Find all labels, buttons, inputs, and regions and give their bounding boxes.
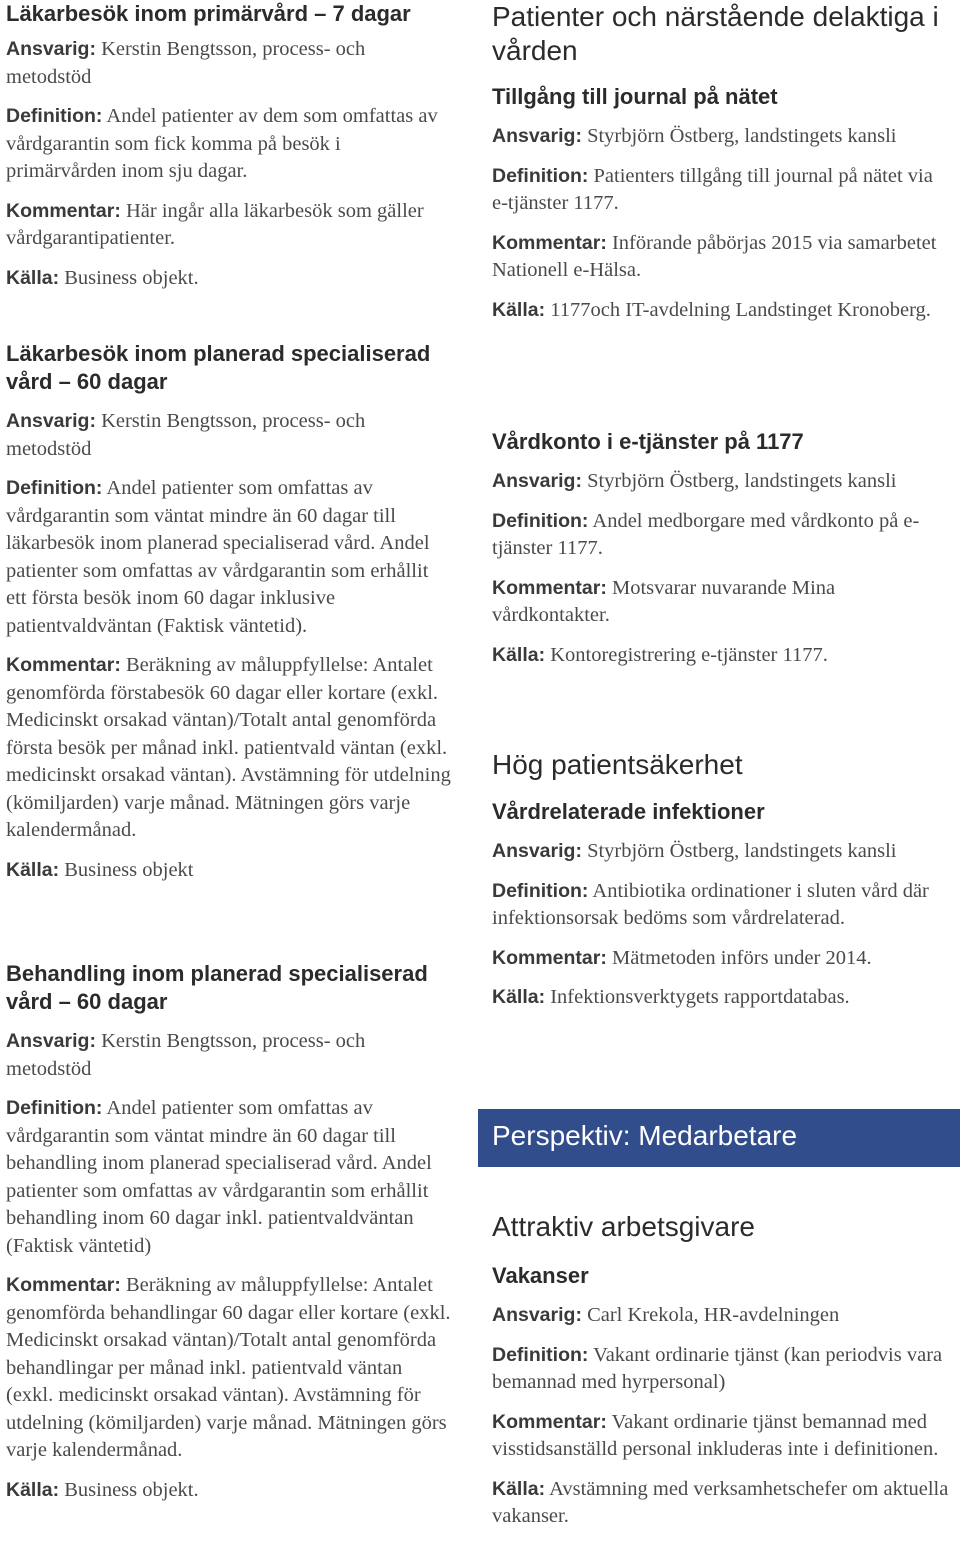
- field-label: Källa:: [6, 266, 60, 289]
- field-value: Avstämning med verksamhetschefer om aktuella vakanser.: [492, 1477, 949, 1527]
- field-ansvarig: [492, 468, 952, 496]
- field-value: Styrbjörn Östberg, landstingets kansli: [587, 125, 897, 147]
- field-label: Källa:: [492, 643, 546, 666]
- field-kalla: [492, 984, 952, 1012]
- field-label: Ansvarig:: [492, 125, 582, 147]
- field-value: Andel patienter som omfattas av vårdgarantin som väntat mindre än 60 dagar till läkarbesök inom planerad specialiserad vård. Andel patienter som omfattas av vårdgarantin som erhållit ett första besök inom 60 dagar inklusive patientvaldväntan (Faktisk väntetid).: [6, 477, 430, 637]
- field-kommentar: [492, 230, 952, 285]
- field-ansvarig: [6, 408, 452, 463]
- field-value: Business objekt.: [64, 1478, 199, 1501]
- section-title: Läkarbesök inom primärvård – 7 dagar: [6, 1, 411, 26]
- field-value: Kerstin Bengtsson, process- och metodstöd: [6, 410, 366, 460]
- section-title: Behandling inom planerad specialiserad vård – 60 dagar: [6, 961, 428, 1014]
- field-label: Kommentar:: [6, 199, 121, 222]
- field-label: Definition:: [6, 477, 103, 499]
- field-definition: [492, 1342, 952, 1397]
- field-kalla: [492, 297, 952, 325]
- section-title: Tillgång till journal på nätet: [492, 84, 778, 109]
- section-title: Vakanser: [492, 1263, 589, 1288]
- field-kalla: [6, 1477, 452, 1505]
- section-title: Vårdkonto i e-tjänster på 1177: [492, 429, 804, 454]
- field-ansvarig: [6, 1028, 452, 1083]
- field-definition: [6, 103, 452, 186]
- field-kommentar: [6, 652, 452, 845]
- field-label: Kommentar:: [6, 1274, 121, 1296]
- field-definition: [6, 475, 452, 640]
- field-label: Kommentar:: [492, 231, 607, 254]
- field-definition: [492, 878, 952, 933]
- field-value: Mätmetoden införs under 2014.: [611, 946, 872, 969]
- field-label: Ansvarig:: [6, 410, 96, 432]
- field-value: Beräkning av måluppfyllelse: Antalet genomförda förstabesök 60 dagar eller kortare (exkl. Medicinskt orsakad väntan)/Totalt antal genomförda första besök per månad inkl. patientvald väntan (exkl. medicinskt orsakad väntan). Avstämning för utdelning (kömiljarden) varje månad. Mätningen görs varje kalendermånad.: [6, 654, 451, 841]
- field-label: Kommentar:: [6, 654, 121, 676]
- field-kommentar: [6, 1272, 452, 1465]
- field-kalla: [6, 857, 452, 885]
- field-value: 1177och IT-avdelning Landstinget Kronoberg.: [550, 298, 931, 321]
- field-definition: [492, 163, 952, 218]
- field-value: Beräkning av måluppfyllelse: Antalet genomförda behandlingar 60 dagar eller kortare (exkl. Medicinskt orsakad väntan)/Totalt antal genomförda behandlingar per månad inkl. patientvald väntan (exkl. medicinskt orsakad väntan). Avstämning för utdelning (kömiljarden) varje månad. Mätningen görs varje kalendermånad.: [6, 1274, 451, 1461]
- section-vakanser: [492, 1262, 952, 1531]
- field-value: Införande påbörjas 2015 via samarbetet Nationell e-Hälsa.: [492, 231, 937, 281]
- field-value: Antibiotika ordinationer i sluten vård där infektionsorsak bedöms som vårdrelaterad.: [492, 879, 929, 929]
- field-value: Här ingår alla läkarbesök som gäller vårdgarantipatienter.: [6, 199, 424, 249]
- heading-patienter-delaktiga: [492, 0, 952, 68]
- heading: Attraktiv arbetsgivare: [492, 1211, 755, 1242]
- field-kommentar: [6, 198, 452, 253]
- field-label: Kommentar:: [492, 576, 607, 599]
- field-kommentar: [492, 1409, 952, 1464]
- field-label: Definition:: [492, 509, 589, 532]
- field-value: Vakant ordinarie tjänst (kan periodvis vara bemannad med hyrpersonal): [492, 1343, 943, 1393]
- field-ansvarig: [492, 1302, 952, 1330]
- field-definition: [492, 508, 952, 563]
- heading-hog-patientsakerhet: [492, 748, 952, 782]
- field-label: Ansvarig:: [6, 38, 96, 60]
- field-label: Källa:: [6, 1478, 60, 1501]
- section-primarvard-7-dagar: [6, 0, 452, 292]
- field-value: Business objekt.: [64, 266, 199, 289]
- section-journal-pa-natet: [492, 83, 952, 324]
- section-behandling-specialiserad-60-dagar: [6, 960, 452, 1504]
- field-value: Styrbjörn Östberg, landstingets kansli: [587, 840, 897, 862]
- heading-attraktiv-arbetsgivare: [492, 1210, 952, 1244]
- heading: Patienter och närstående delaktiga i vården: [492, 1, 939, 66]
- field-value: Andel medborgare med vårdkonto på e-tjänster 1177.: [492, 509, 920, 559]
- section-title: Läkarbesök inom planerad specialiserad vård – 60 dagar: [6, 341, 431, 394]
- field-label: Källa:: [492, 1477, 546, 1500]
- field-label: Ansvarig:: [492, 1304, 582, 1326]
- section-title: Vårdrelaterade infektioner: [492, 799, 765, 824]
- field-value: Business objekt: [64, 858, 194, 881]
- field-label: Kommentar:: [492, 1410, 607, 1433]
- field-label: Ansvarig:: [492, 470, 582, 492]
- field-label: Ansvarig:: [6, 1030, 96, 1052]
- field-value: Andel patienter av dem som omfattas av vårdgarantin som fick komma på besök i primärvården inom sju dagar.: [6, 105, 438, 182]
- field-kommentar: [492, 945, 952, 973]
- field-ansvarig: [492, 838, 952, 866]
- field-ansvarig: [492, 123, 952, 151]
- field-kalla: [492, 1476, 952, 1531]
- field-value: Patienters tillgång till journal på nätet via e-tjänster 1177.: [492, 164, 933, 214]
- field-label: Definition:: [6, 105, 103, 127]
- field-kommentar: [492, 575, 952, 630]
- field-label: Källa:: [492, 298, 546, 321]
- field-value: Andel patienter som omfattas av vårdgarantin som väntat mindre än 60 dagar till behandling inom planerad specialiserad vård. Andel patienter som omfattas av vårdgarantin som erhållit behandling inom 60 dagar inkl. patientvaldväntan (Faktisk väntetid): [6, 1097, 432, 1257]
- field-label: Kommentar:: [492, 946, 607, 969]
- field-value: Carl Krekola, HR-avdelningen: [587, 1304, 840, 1326]
- heading: Hög patientsäkerhet: [492, 749, 743, 780]
- banner-title: Perspektiv: Medarbetare: [492, 1120, 798, 1151]
- field-label: Definition:: [492, 879, 589, 902]
- field-kalla: [6, 265, 452, 293]
- section-vardrelaterade-infektioner: [492, 798, 952, 1012]
- field-value: Kontoregistrering e-tjänster 1177.: [550, 643, 828, 666]
- field-definition: [6, 1095, 452, 1260]
- field-value: Motsvarar nuvarande Mina vårdkontakter.: [492, 576, 836, 626]
- field-label: Definition:: [492, 1343, 589, 1366]
- section-lakarbesok-specialiserad-60-dagar: [6, 340, 452, 884]
- field-label: Källa:: [6, 858, 60, 881]
- field-label: Ansvarig:: [492, 840, 582, 862]
- field-label: Definition:: [492, 164, 589, 187]
- field-value: Styrbjörn Östberg, landstingets kansli: [587, 470, 897, 492]
- field-kalla: [492, 642, 952, 670]
- field-value: Kerstin Bengtsson, process- och metodstöd: [6, 38, 366, 88]
- perspective-banner: [478, 1109, 960, 1167]
- field-label: Källa:: [492, 986, 546, 1008]
- field-value: Infektionsverktygets rapportdatabas.: [550, 986, 850, 1008]
- field-label: Definition:: [6, 1097, 103, 1119]
- field-value: Kerstin Bengtsson, process- och metodstöd: [6, 1030, 366, 1080]
- section-vardkonto: [492, 428, 952, 669]
- field-ansvarig: [6, 36, 452, 91]
- field-value: Vakant ordinarie tjänst bemannad med visstidsanställd personal inkluderas inte i definitionen.: [492, 1410, 939, 1460]
